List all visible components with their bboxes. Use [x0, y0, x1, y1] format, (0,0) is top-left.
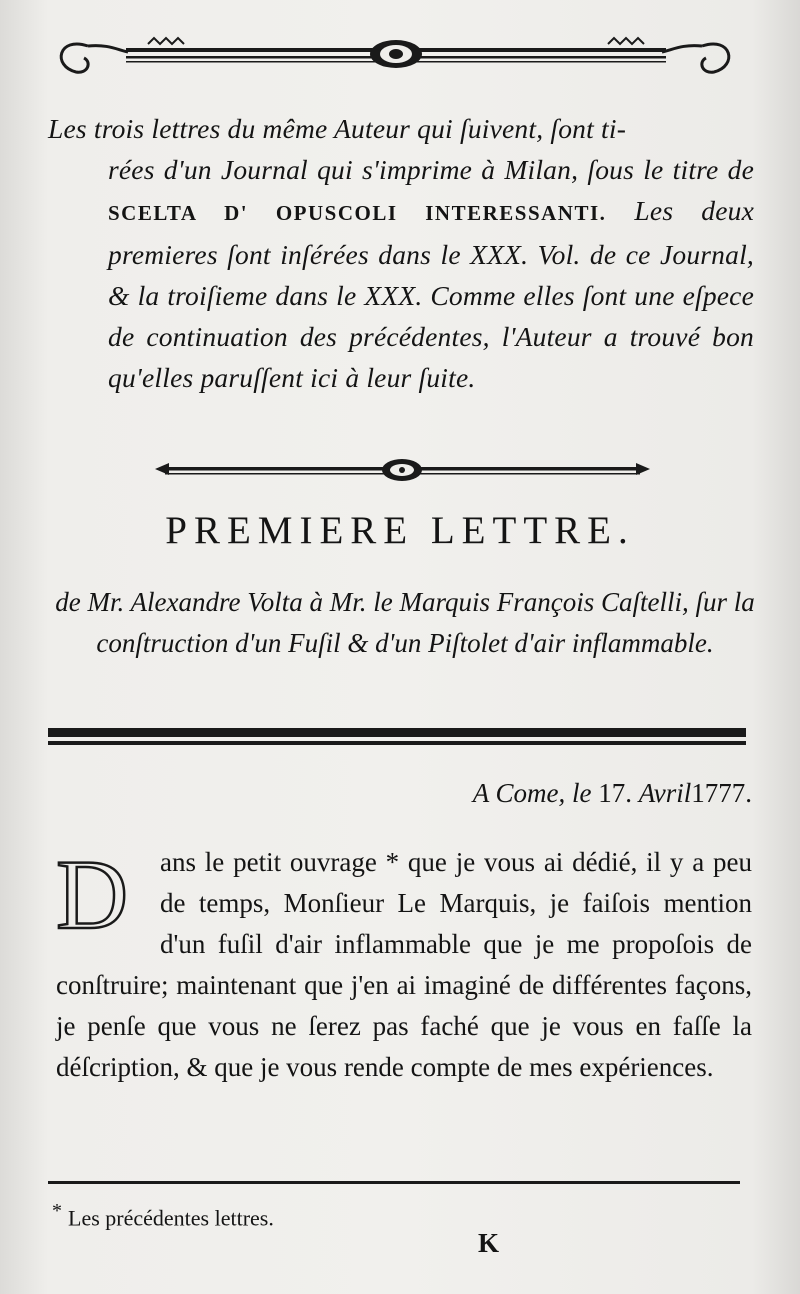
dateline	[473, 778, 752, 809]
signature-mark: K	[478, 1228, 500, 1258]
intro-journal-title: SCELTA D' OPUSCOLI INTERESSANTI.	[108, 201, 607, 225]
letter-body-text: ans le petit ouvrage * que je vous ai dédié, il y a peu de temps, Monſieur Le Marquis, je faiſois mention d'un fuſil d'air inflammable que je me propoſois de conſtruire; maintenant que j'en ai imaginé de différentes façons, je penſe que vous ne ſerez pas faché que je vous en faſſe la déſcription, & que je vous rende compte de mes expériences.	[56, 847, 752, 1082]
intro-first-line: Les trois lettres du même Auteur qui ſuivent, ſont ti-	[48, 113, 627, 144]
intro-paragraph	[48, 108, 754, 398]
footnote-mark: *	[52, 1200, 62, 1222]
middle-ornament-rule	[155, 455, 650, 485]
letter-heading: PREMIERE LETTRE.	[165, 509, 635, 552]
letter-body	[56, 842, 752, 1088]
dateline-place: A Come,	[472, 778, 566, 808]
dateline-le: le	[572, 778, 592, 808]
top-ornament-flourish	[48, 26, 742, 88]
footnote-rule	[48, 1180, 740, 1186]
dropcap-letter	[56, 848, 148, 936]
dateline-day: 17.	[598, 778, 632, 808]
double-thick-rule	[48, 726, 746, 748]
dateline-year: 1777.	[691, 778, 752, 808]
intro-text-a: rées d'un Journal qui s'imprime à Milan, ſous le titre de	[108, 154, 754, 185]
svg-text:D: D	[56, 848, 129, 936]
letter-subtitle: de Mr. Alexandre Volta à Mr. le Marquis François Caſtelli, ſur la conſtruction d'un Fuſil & d'un Piſtolet d'air inflammable.	[55, 587, 755, 658]
footnote	[52, 1200, 274, 1231]
footnote-text: Les précédentes lettres.	[68, 1205, 274, 1231]
dateline-month: Avril	[638, 778, 692, 808]
intro-text-b: Les deux premieres ſont inſérées dans le XXX. Vol. de ce Journal, & la troiſieme dans le XXX. Comme elles ſont une eſpece de continuation des précédentes, l'Auteur a trouvé bon qu'elles paruſſent ici à leur ſuite.	[108, 195, 754, 393]
